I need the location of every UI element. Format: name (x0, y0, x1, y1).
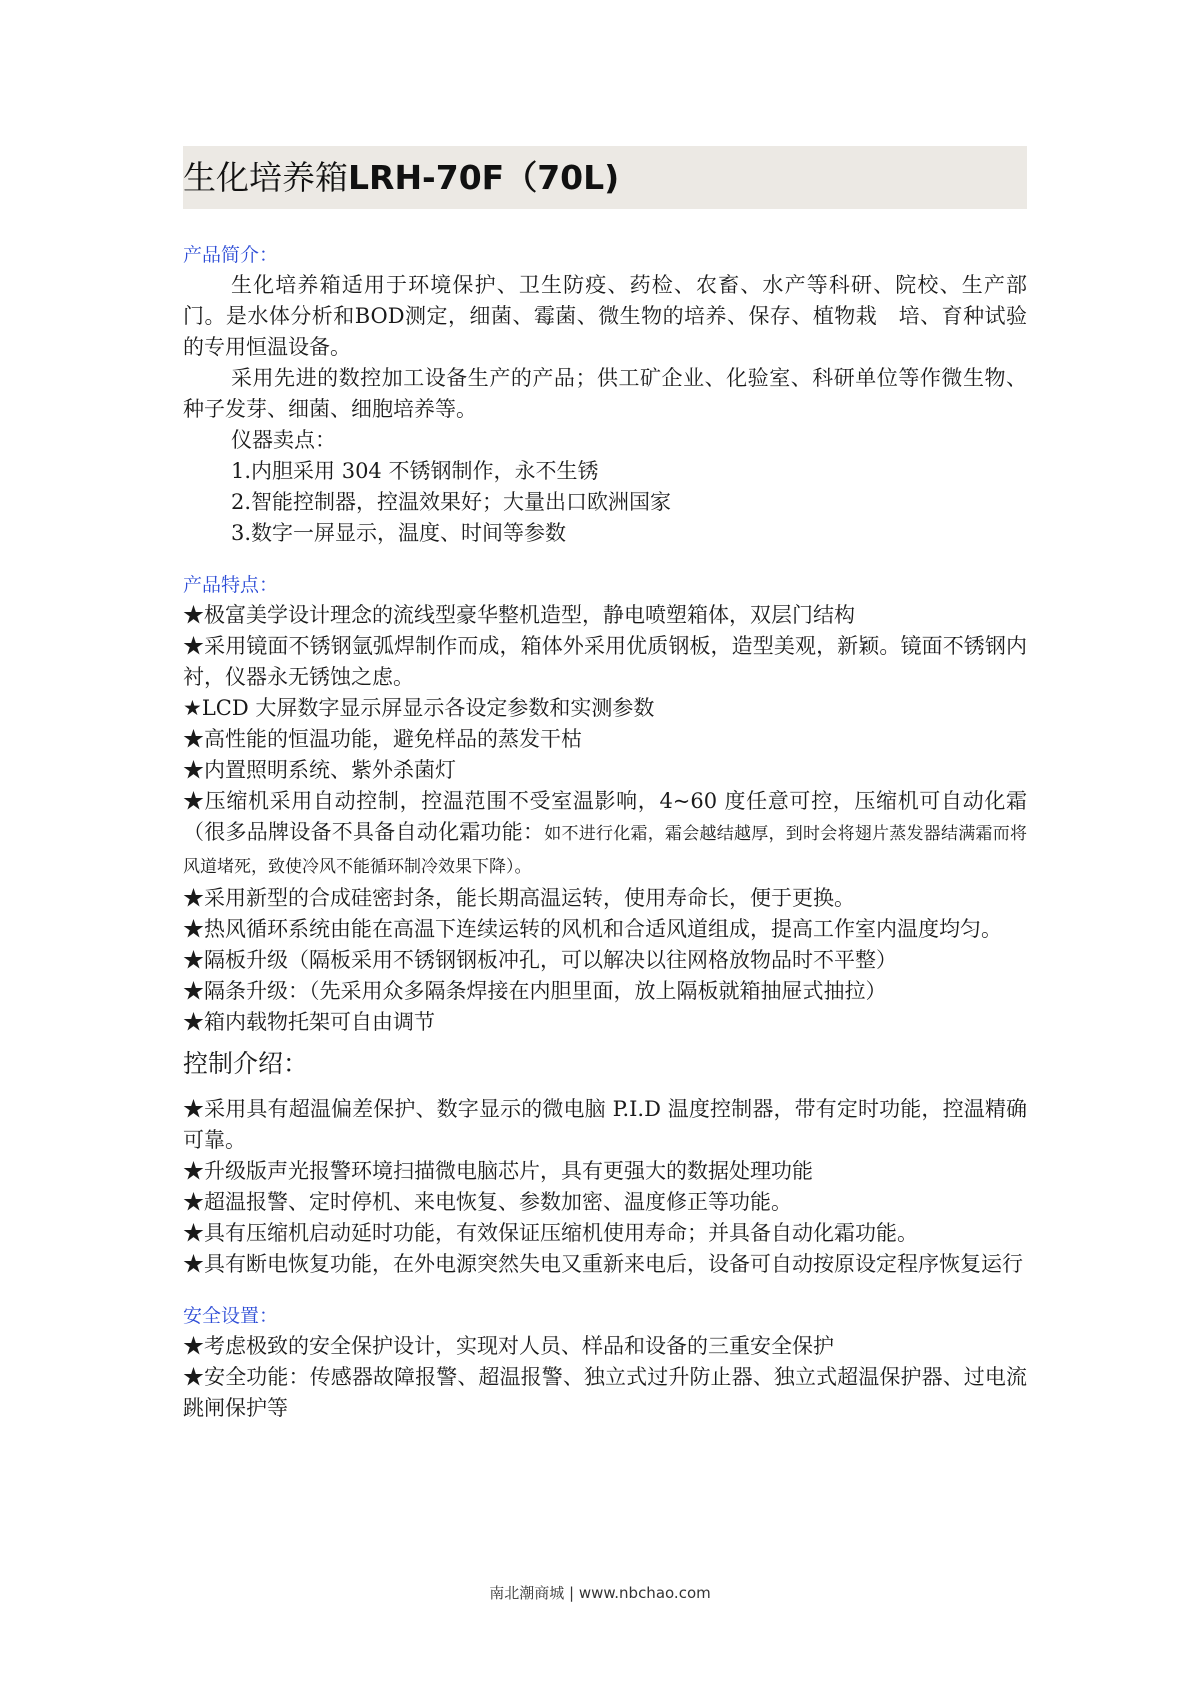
feature-item: ★隔板升级（隔板采用不锈钢钢板冲孔，可以解决以往网格放物品时不平整） (183, 948, 897, 972)
selling-point: 2.智能控制器，控温效果好；大量出口欧洲国家 (231, 490, 672, 514)
control-item: ★具有断电恢复功能，在外电源突然失电又重新来电后，设备可自动按原设定程序恢复运行 (183, 1252, 1023, 1276)
feature-item: ★采用镜面不锈钢氩弧焊制作而成，箱体外采用优质钢板，造型美观，新颖。镜面不锈钢内衬，仪器永无锈蚀之虑。 (183, 634, 1027, 689)
product-name: 生化培养箱 (183, 158, 348, 197)
selling-point: 3.数字一屏显示，温度、时间等参数 (231, 521, 567, 545)
feature-item: ★采用新型的合成硅密封条，能长期高温运转，使用寿命长，便于更换。 (183, 886, 855, 910)
safety-item: ★安全功能：传感器故障报警、超温报警、独立式过升防止器、独立式超温保护器、过电流跳闸保护等 (183, 1365, 1027, 1420)
feature-item-text: ★压缩机采用自动控制，控温范围不受室温影响，4~60 度任意可控，压缩机可自动化霜（很多品牌设备不具备自动化霜功能： (183, 789, 1027, 844)
safety-item: ★考虑极致的安全保护设计，实现对人员、样品和设备的三重安全保护 (183, 1334, 834, 1358)
control-item: ★升级版声光报警环境扫描微电脑芯片，具有更强大的数据处理功能 (183, 1159, 813, 1183)
section-heading-safety: 安全设置： (183, 1305, 279, 1327)
feature-item: ★箱内载物托架可自由调节 (183, 1010, 435, 1034)
title-banner (183, 146, 1027, 209)
page-footer: 南北潮商城 | www.nbchao.com (489, 1584, 711, 1602)
product-model: LRH-70F（70L) (348, 158, 620, 197)
intro-paragraph-1: 生化培养箱适用于环境保护、卫生防疫、药检、农畜、水产等科研、院校、生产部门。是水体分析和BOD测定，细菌、霉菌、微生物的培养、保存、植物栽 培、育种试验的专用恒温设备。 (183, 273, 1027, 359)
selling-points-label: 仪器卖点： (231, 428, 336, 452)
feature-item: ★极富美学设计理念的流线型豪华整机造型，静电喷塑箱体，双层门结构 (183, 603, 855, 627)
section-heading-intro: 产品简介： (183, 244, 279, 266)
section-heading-features: 产品特点： (183, 574, 279, 596)
page-title (183, 158, 619, 198)
intro-paragraph-2: 采用先进的数控加工设备生产的产品；供工矿企业、化验室、科研单位等作微生物、种子发芽、细菌、细胞培养等。 (183, 366, 1027, 421)
feature-item: ★LCD 大屏数字显示屏显示各设定参数和实测参数 (183, 696, 655, 720)
section-heading-control: 控制介绍： (183, 1049, 309, 1078)
control-item: ★具有压缩机启动延时功能，有效保证压缩机使用寿命；并具备自动化霜功能。 (183, 1221, 918, 1245)
feature-item: ★高性能的恒温功能，避免样品的蒸发干枯 (183, 727, 582, 751)
document-body (183, 240, 1027, 1424)
control-item: ★超温报警、定时停机、来电恢复、参数加密、温度修正等功能。 (183, 1190, 792, 1214)
feature-item: ★热风循环系统由能在高温下连续运转的风机和合适风道组成，提高工作室内温度均匀。 (183, 917, 1002, 941)
selling-point: 1.内胆采用 304 不锈钢制作，永不生锈 (231, 459, 599, 483)
feature-item: ★隔条升级：（先采用众多隔条焊接在内胆里面，放上隔板就箱抽屉式抽拉） (183, 979, 887, 1003)
feature-item-note: 如不进行化霜，霜会越结越厚，到时会将翅片蒸发器结满霜而将风道堵死，致使冷风不能循环制冷效果下降）。 (183, 824, 1027, 877)
feature-item-compressor (183, 786, 1027, 883)
feature-item: ★内置照明系统、紫外杀菌灯 (183, 758, 456, 782)
control-item: ★采用具有超温偏差保护、数字显示的微电脑 P.I.D 温度控制器，带有定时功能，控温精确可靠。 (183, 1097, 1027, 1152)
